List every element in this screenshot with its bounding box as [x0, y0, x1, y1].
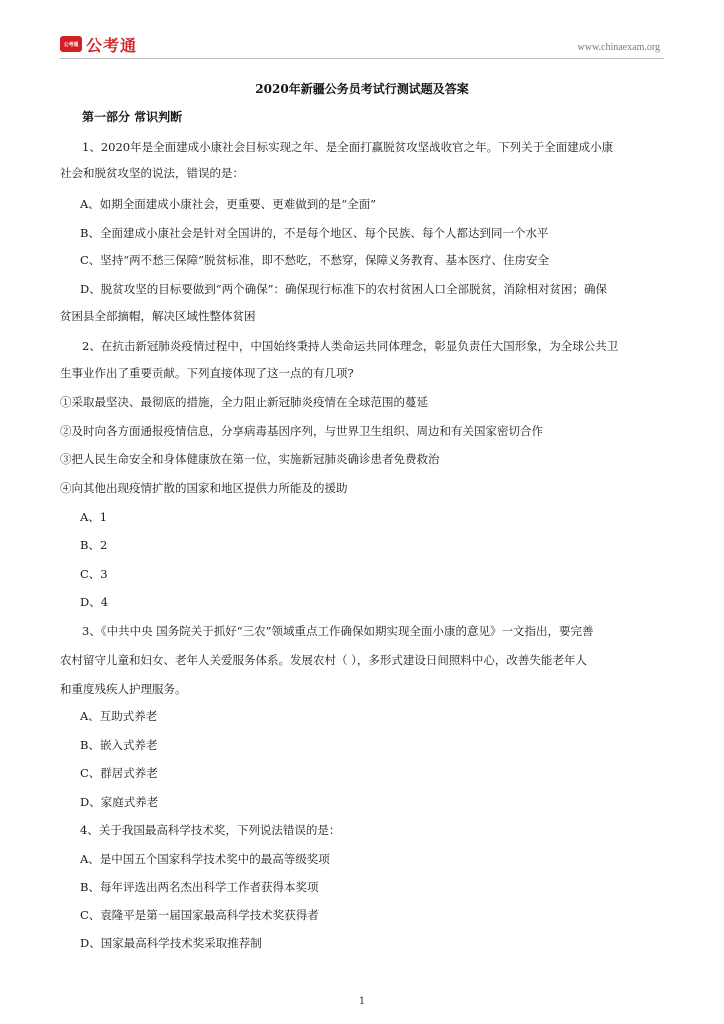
q4-option-c: C、袁隆平是第一届国家最高科学技术奖获得者	[80, 908, 319, 922]
q3-stem-line-1: 3、《中共中央 国务院关于抓好“三农”领域重点工作确保如期实现全面小康的意见》一文指出，要完善	[82, 624, 594, 638]
q3-stem-line-3: 和重度残疾人护理服务。	[60, 682, 187, 696]
q2-stem-line-1: 2、在抗击新冠肺炎疫情过程中，中国始终秉持人类命运共同体理念，彰显负责任大国形象，为全球公共卫	[82, 339, 619, 353]
logo-badge-icon: 公考通	[60, 36, 82, 52]
q1-stem-line-2: 社会和脱贫攻坚的说法，错误的是：	[60, 166, 244, 180]
document-title: 2020年新疆公务员考试行测试题及答案	[255, 82, 469, 96]
site-logo[interactable]	[60, 34, 137, 54]
q3-stem-line-2: 农村留守儿童和妇女、老年人关爱服务体系。发展农村（ ），多形式建设日间照料中心，改善失能老年人	[60, 653, 587, 667]
q2-stem-line-2: 生事业作出了重要贡献。下列直接体现了这一点的有几项?	[60, 366, 354, 380]
logo-text: 公考通	[86, 35, 138, 55]
q2-statement-3: ③把人民生命安全和身体健康放在第一位，实施新冠肺炎确诊患者免费救治	[60, 452, 440, 466]
q3-option-b: B、嵌入式养老	[80, 738, 158, 752]
q2-option-d: D、4	[80, 595, 109, 609]
q1-option-c: C、坚持“两不愁三保障”脱贫标准，即不愁吃，不愁穿，保障义务教育、基本医疗、住房安全	[80, 253, 550, 267]
q1-option-a: A、如期全面建成小康社会，更重要、更难做到的是“全面”	[80, 197, 377, 211]
q1-option-d-line-1: D、脱贫攻坚的目标要做到“两个确保”：确保现行标准下的农村贫困人口全部脱贫，消除相对贫困；确保	[80, 282, 607, 296]
q2-option-c: C、3	[80, 567, 108, 581]
q3-option-d: D、家庭式养老	[80, 795, 159, 809]
page-header	[60, 34, 664, 59]
q1-option-b: B、全面建成小康社会是针对全国讲的，不是每个地区、每个民族、每个人都达到同一个水平	[80, 226, 549, 240]
q2-statement-2: ②及时向各方面通报疫情信息，分享病毒基因序列，与世界卫生组织、周边和有关国家密切合作	[60, 424, 543, 438]
q3-option-c: C、群居式养老	[80, 766, 158, 780]
section-title: 第一部分 常识判断	[82, 110, 183, 124]
page-number: 1	[358, 996, 366, 1007]
q1-stem-line-1: 1、2020年是全面建成小康社会目标实现之年、是全面打赢脱贫攻坚战收官之年。下列关于全面建成小康	[82, 140, 614, 154]
q4-option-a: A、是中国五个国家科学技术奖中的最高等级奖项	[80, 852, 330, 866]
site-url[interactable]: www.chinaexam.org	[577, 42, 660, 53]
q2-statement-4: ④向其他出现疫情扩散的国家和地区提供力所能及的援助	[60, 481, 348, 495]
q2-option-b: B、2	[80, 538, 108, 552]
q2-option-a: A、1	[80, 510, 108, 524]
q4-option-d: D、国家最高科学技术奖采取推荐制	[80, 936, 262, 950]
q3-option-a: A、互助式养老	[80, 709, 158, 723]
q1-option-d-line-2: 贫困县全部摘帽，解决区域性整体贫困	[60, 309, 256, 323]
q4-option-b: B、每年评选出两名杰出科学工作者获得本奖项	[80, 880, 319, 894]
q4-stem: 4、关于我国最高科学技术奖，下列说法错误的是：	[80, 823, 341, 837]
q2-statement-1: ①采取最坚决、最彻底的措施，全力阻止新冠肺炎疫情在全球范围的蔓延	[60, 395, 428, 409]
